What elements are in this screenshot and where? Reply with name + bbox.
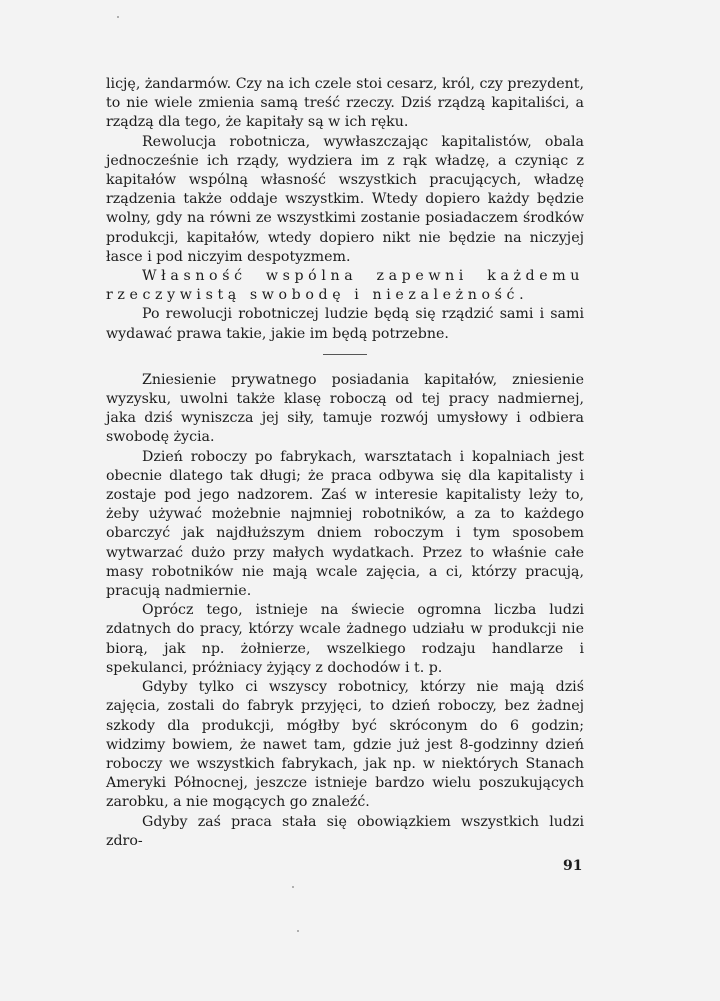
paragraph: licję, żandarmów. Czy na ich czele stoi cesarz, król, czy prezydent, to nie wiele zmienia samą treść rzeczy. Dziś rządzą kapitaliści, a rządzą dla tego, że kapitały są w ich ręku.	[106, 76, 584, 131]
paragraph: Gdyby zaś praca stała się obowiązkiem wszystkich ludzi zdro-	[106, 813, 584, 849]
emphasized-paragraph: Własność wspólna zapewni każdemu rzeczywistą swobodę i niezależność.	[106, 268, 584, 304]
paragraph: Zniesienie prywatnego posiadania kapitałów, zniesienie wyzysku, uwolni także klasę roboczą od tej pracy nadmiernej, jaka dziś wyniszcza jej siły, tamuje rozwój umysłowy i odbiera swobodę życia.	[106, 371, 584, 446]
scan-speck	[292, 886, 294, 888]
scan-speck	[117, 16, 119, 18]
paragraph: Rewolucja robotnicza, wywłaszczając kapitalistów, obala jednocześnie ich rządy, wydziera im z rąk władzę, a czyniąc z kapitałów wspólną własność wszystkich pracujących, władzę rządzenia także oddaje wszystkim. Wtedy dopiero każdy będzie wolny, gdy na równi ze wszystkimi zostanie posiadaczem środków produkcji, kapitałów, wtedy dopiero nikt nie będzie na niczyjej łasce i pod niczyim despotyzmem.	[106, 133, 584, 265]
page-number: 91	[563, 858, 583, 874]
scan-speck	[297, 930, 299, 932]
paragraph: Gdyby tylko ci wszyscy robotnicy, którzy nie mają dziś zajęcia, zostali do fabryk przyjęci, to dzień roboczy, bez żadnej szkody dla produkcji, mógłby być skróconym do 6 godzin; widzimy bowiem, że nawet tam, gdzie już jest 8-godzinny dzień roboczy we wszystkich fabrykach, jak np. w niektórych Stanach Ameryki Północnej, jeszcze istnieje bardzo wielu poszukujących zarobku, a nie mogących go znaleźć.	[106, 679, 584, 811]
paragraph: Po rewolucji robotniczej ludzie będą się rządzić sami i sami wydawać prawa takie, jakie im będą potrzebne.	[106, 306, 584, 342]
body-text	[106, 75, 584, 851]
section-separator	[323, 354, 367, 355]
paragraph: Dzień roboczy po fabrykach, warsztatach i kopalniach jest obecnie dlatego tak długi; że praca odbywa się dla kapitalisty i zostaje pod jego nadzorem. Zaś w interesie kapitalisty leży to, żeby używać możebnie najmniej robotników, a za to każdego obarczyć jak najdłuższym dniem roboczym i tym sposobem wytwarzać dużo przy małych wydatkach. Przez to właśnie całe masy robotników nie mają wcale zajęcia, a ci, którzy pracują, pracują nadmiernie.	[106, 448, 584, 600]
paragraph: Oprócz tego, istnieje na świecie ogromna liczba ludzi zdatnych do pracy, którzy wcale żadnego udziału w produkcji nie biorą, jak np. żołnierze, wszelkiego rodzaju handlarze i spekulanci, próżniacy żyjący z dochodów i t. p.	[106, 602, 584, 676]
